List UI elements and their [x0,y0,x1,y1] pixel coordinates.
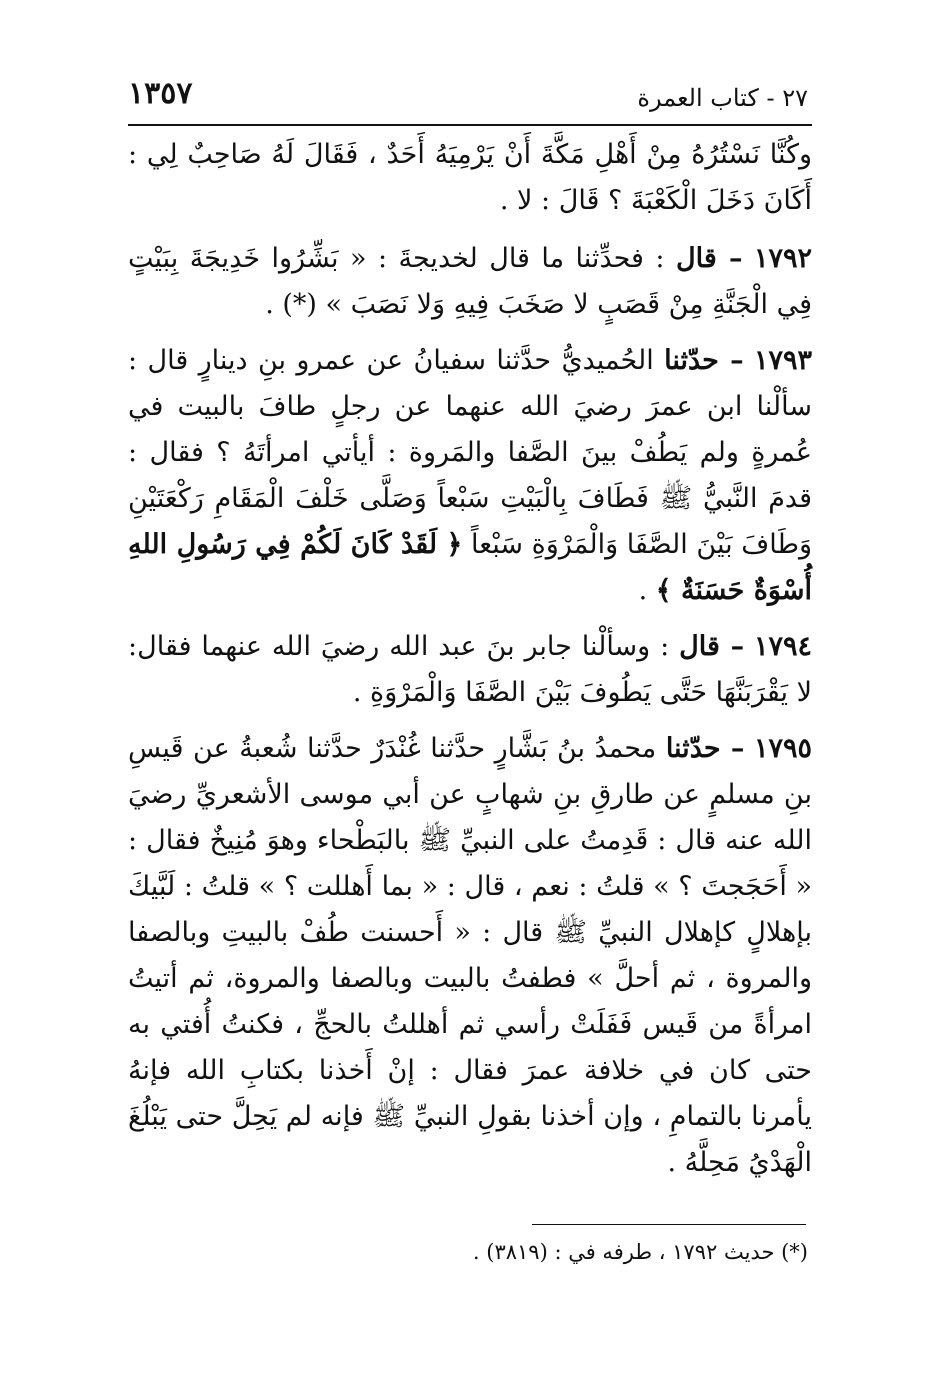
page-number: ١٣٥٧ [128,76,193,111]
page-header [128,70,808,120]
main-text [128,132,812,1196]
hadith-number: ١٧٩٤ [753,631,812,662]
hadith-number: ١٧٩٣ [753,345,812,376]
hadith-keyword: قال [679,631,720,662]
hadith-1794 [128,624,812,716]
hadith-1795 [128,726,812,1186]
hadith-text-end: . [638,575,648,606]
paragraph-text: وكُنَّا نَسْتُرُهُ مِنْ أَهْلِ مَكَّةَ أَنْ يَرْمِيَهُ أَحَدٌ ، فَقَالَ لَهُ صَاحِبٌ لِي : أَكَانَ دَخَلَ الْكَعْبَةَ ؟ قَالَ : لا . [128,139,812,216]
hadith-1793 [128,338,812,614]
hadith-keyword: حدّثنا [665,733,721,764]
hadith-dash: – [716,243,743,274]
header-rule [128,124,812,126]
hadith-number: ١٧٩٥ [753,733,812,764]
hadith-dash: – [718,345,744,376]
hadith-1792 [128,236,812,328]
hadith-text: : فحدِّثنا ما قال لخديجةَ : « بَشِّرُوا خَدِيجَةَ بِبَيْتٍ فِي الْجَنَّةِ مِنْ قَصَبٍ لا صَخَبَ فِيهِ وَلا نَصَبَ » (*) . [128,243,812,320]
hadith-dash: – [719,631,745,662]
quran-verse: ﴿ لَقَدْ كَانَ لَكُمْ فِي رَسُولِ اللهِ أُسْوَةٌ حَسَنَةٌ ﴾ [128,529,812,606]
footnote: (*) حديث ١٧٩٢ ، طرفه في : (٣٨١٩) . [472,1240,808,1264]
hadith-keyword: حدّثنا [664,345,719,376]
hadith-dash: – [720,733,745,764]
hadith-text: : وسألْنا جابر بنَ عبد الله رضيَ الله عنهما فقال: لا يَقْرَبَنَّهَا حَتَّى يَطُوفَ بَيْنَ الصَّفَا وَالْمَرْوَةِ . [128,631,812,708]
hadith-keyword: قال [675,243,717,274]
hadith-number: ١٧٩٢ [753,243,812,274]
hadith-text: محمدُ بنُ بَشَّارٍ حدَّثنا غُنْدَرٌ حدَّثنا شُعبةُ عن قَيسِ بنِ مسلمٍ عن طارقِ بنِ شهابٍ عن أبي موسى الأشعريِّ رضيَ الله عنه قال : قَدِمتُ على النبيِّ ﷺ بالبَطْحاء وهوَ مُنِيخٌ فقال : « أَحَجَجتَ ؟ » قلتُ : نعم ، قال : « بما أَهللت ؟ » قلتُ : لَبَّيكَ بإهلالٍ كإهلال النبيِّ ﷺ قال : « أَحسنت طُفْ بالبيتِ وبالصفا والمروة ، ثم أحلَّ » فطفتُ بالبيت وبالصفا والمروة، ثم أتيتُ امرأةً من قَيس فَفَلَتْ رأسي ثم أهللتُ بالحجِّ ، فكنتُ أُفتي به حتى كان في خلافة عمرَ فقال : إنْ أَخذنا بكتابِ الله فإنهُ يأمرنا بالتمامِ ، وإن أخذنا بقولِ النبيِّ ﷺ فإنه لم يَحِلَّ حتى يَبْلُغَ الْهَدْيُ مَحِلَّهُ . [128,733,812,1178]
hadith-text: الحُميديُّ حدَّثنا سفيانُ عن عمرو بنِ دينارٍ قال : سألْنا ابن عمرَ رضيَ الله عنهما عن رجلٍ طافَ بالبيت في عُمرةٍ ولم يَطُفْ بينَ الصَّفا والمَروة : أيأتي امرأتَهُ ؟ فقال : قدمَ النَّبيُّ ﷺ فَطَافَ بِالْبَيْتِ سَبْعاً وَصَلَّى خَلْفَ الْمَقَامِ رَكْعَتَيْنِ وَطَافَ بَيْنَ الصَّفَا وَالْمَرْوَةِ سَبْعاً [128,345,812,560]
running-head: ٢٧ - كتاب العمرة [637,84,808,112]
paragraph-continuation [128,132,812,224]
footnote-rule [532,1224,806,1225]
